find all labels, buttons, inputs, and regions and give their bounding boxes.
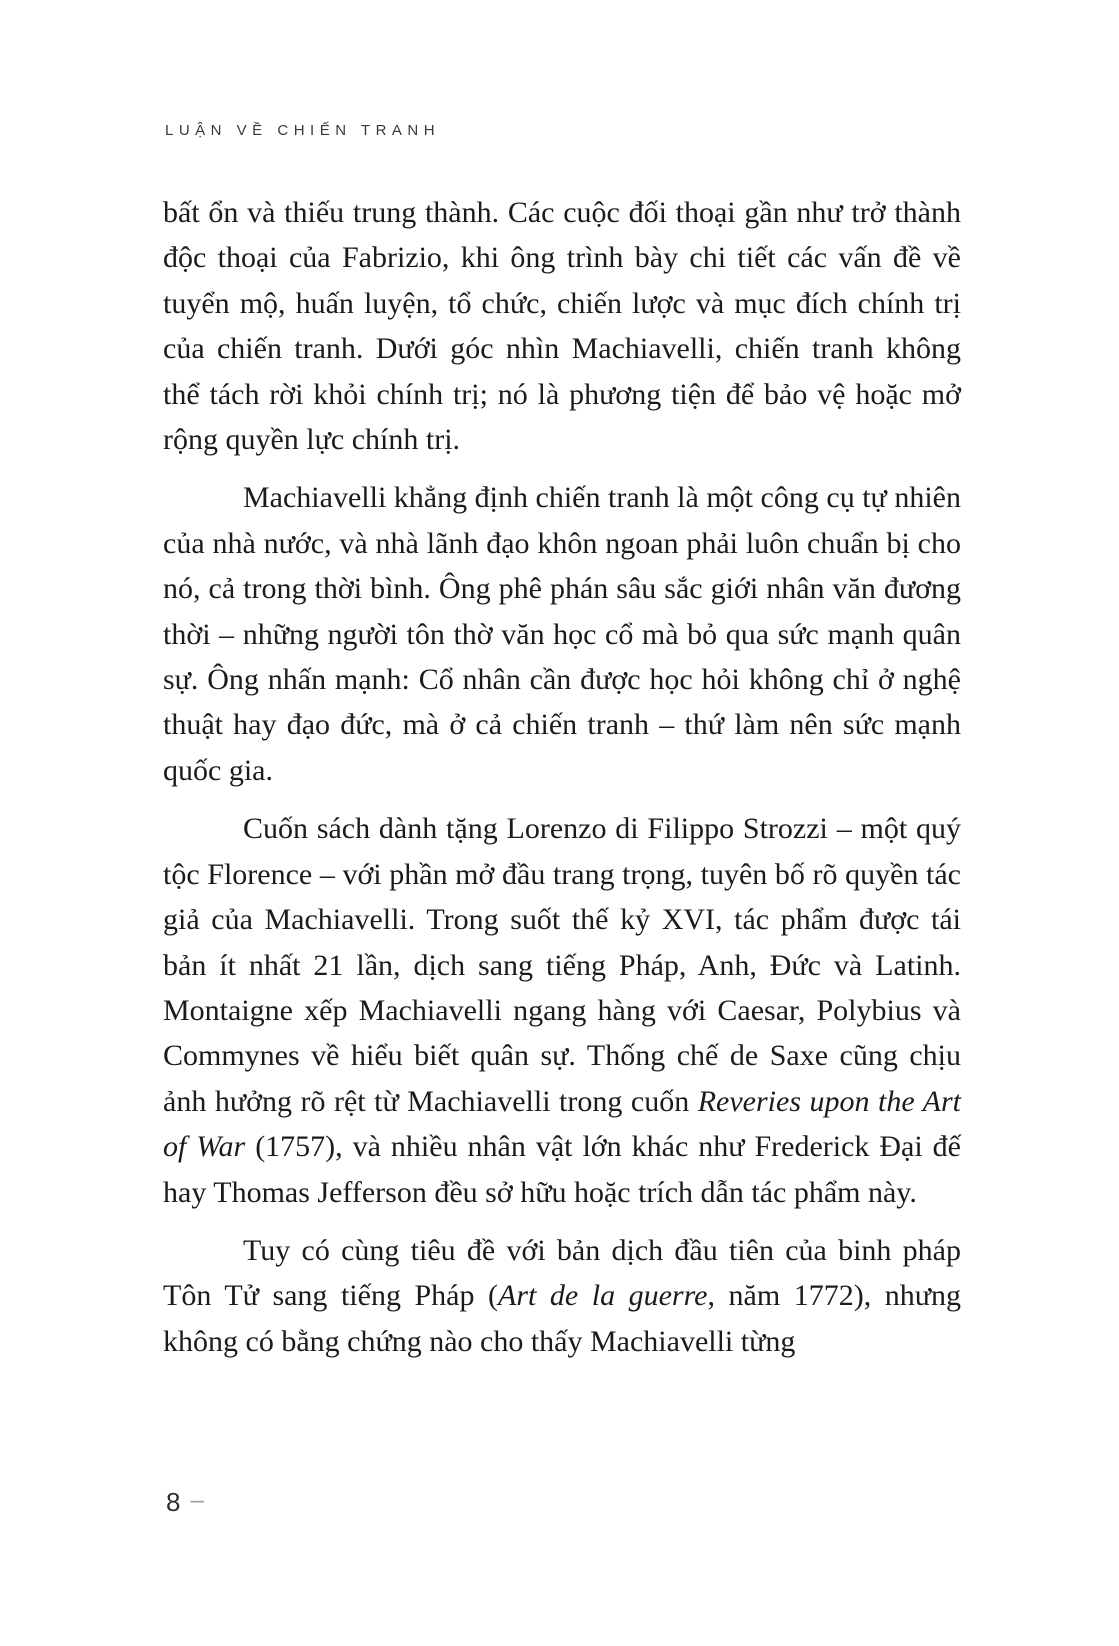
- body-text: [163, 190, 961, 1377]
- page-number: 8: [166, 1487, 181, 1517]
- text-run: (1757), và nhiều nhân vật lớn khác như Frederick Đại đế hay Thomas Jefferson đều sở hữu hoặc trích dẫn tác phẩm này.: [163, 1130, 961, 1209]
- folio-dash: –: [190, 1486, 204, 1514]
- running-header: LUẬN VỀ CHIẾN TRANH: [165, 122, 441, 139]
- text-run: , năm 1772), nhưng không có bằng chứng nào cho thấy Machiavelli từng: [163, 1279, 961, 1358]
- paragraph: [163, 475, 961, 793]
- text-run: Machiavelli khẳng định chiến tranh là một công cụ tự nhiên của nhà nước, và nhà lãnh đạo khôn ngoan phải luôn chuẩn bị cho nó, cả trong thời bình. Ông phê phán sâu sắc giới nhân văn đương thời – những người tôn thờ văn học cổ mà bỏ qua sức mạnh quân sự. Ông nhấn mạnh: Cổ nhân cần được học hỏi không chỉ ở nghệ thuật hay đạo đức, mà ở cả chiến tranh – thứ làm nên sức mạnh quốc gia.: [163, 481, 961, 787]
- text-run: Cuốn sách dành tặng Lorenzo di Filippo Strozzi – một quý tộc Florence – với phần mở đầu trang trọng, tuyên bố rõ quyền tác giả của Machiavelli. Trong suốt thế kỷ XVI, tác phẩm được tái bản ít nhất 21 lần, dịch sang tiếng Pháp, Anh, Đức và Latinh. Montaigne xếp Machiavelli ngang hàng với Caesar, Polybius và Commynes về hiểu biết quân sự. Thống chế de Saxe cũng chịu ảnh hưởng rõ rệt từ Machiavelli trong cuốn: [163, 812, 961, 1118]
- page-footer: [166, 1487, 204, 1518]
- book-title-italic: Reveries upon the Art of War: [163, 1084, 961, 1164]
- paragraph: [163, 1228, 961, 1364]
- paragraph: [163, 806, 961, 1215]
- text-run: Tuy có cùng tiêu đề với bản dịch đầu tiên của binh pháp Tôn Tử sang tiếng Pháp (: [163, 1233, 961, 1313]
- book-title-italic: Art de la guerre: [498, 1279, 708, 1313]
- text-run: bất ổn và thiếu trung thành. Các cuộc đối thoại gần như trở thành độc thoại của Fabrizio, khi ông trình bày chi tiết các vấn đề về tuyển mộ, huấn luyện, tổ chức, chiến lược và mục đích chính trị của chiến tranh. Dưới góc nhìn Machiavelli, chiến tranh không thể tách rời khỏi chính trị; nó là phương tiện để bảo vệ hoặc mở rộng quyền lực chính trị.: [163, 196, 961, 457]
- paragraph: [163, 190, 961, 462]
